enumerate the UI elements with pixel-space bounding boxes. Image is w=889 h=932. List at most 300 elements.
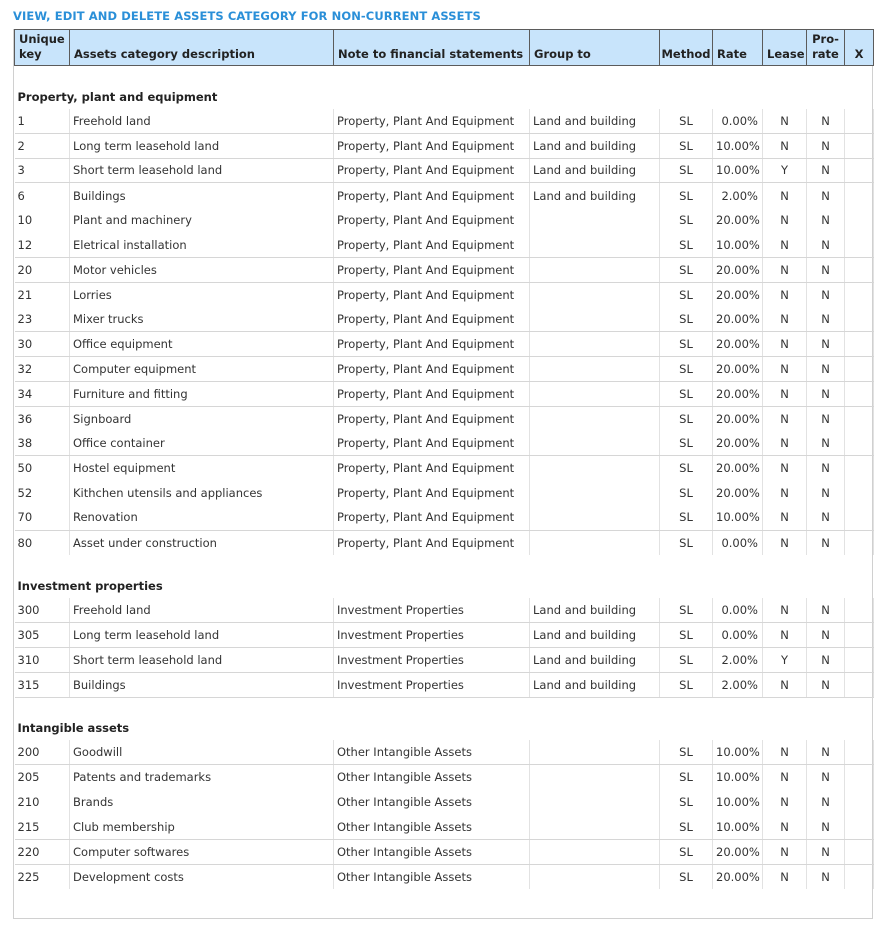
col-header-unique-key[interactable]: Unique key bbox=[15, 30, 70, 66]
cell-lease: N bbox=[763, 790, 807, 815]
delete-cell[interactable] bbox=[845, 672, 874, 697]
cell-description[interactable]: Long term leasehold land bbox=[70, 133, 334, 158]
delete-cell[interactable] bbox=[845, 530, 874, 555]
cell-note: Property, Plant And Equipment bbox=[334, 406, 530, 431]
delete-cell[interactable] bbox=[845, 109, 874, 134]
cell-prorate: N bbox=[807, 381, 845, 406]
cell-lease: N bbox=[763, 505, 807, 530]
cell-unique-key[interactable]: 310 bbox=[15, 647, 70, 672]
delete-cell[interactable] bbox=[845, 381, 874, 406]
cell-note: Property, Plant And Equipment bbox=[334, 381, 530, 406]
cell-group bbox=[530, 740, 660, 765]
table-row[interactable] bbox=[15, 672, 874, 697]
cell-method: SL bbox=[660, 456, 713, 481]
cell-unique-key[interactable]: 38 bbox=[15, 431, 70, 456]
delete-cell[interactable] bbox=[845, 765, 874, 790]
cell-lease: N bbox=[763, 208, 807, 233]
cell-note: Property, Plant And Equipment bbox=[334, 282, 530, 307]
group-spacer bbox=[15, 66, 874, 85]
cell-note: Investment Properties bbox=[334, 672, 530, 697]
cell-rate: 2.00% bbox=[713, 183, 763, 208]
cell-lease: N bbox=[763, 332, 807, 357]
cell-description[interactable]: Motor vehicles bbox=[70, 257, 334, 282]
table-row[interactable] bbox=[15, 530, 874, 555]
delete-cell[interactable] bbox=[845, 505, 874, 530]
cell-method: SL bbox=[660, 598, 713, 623]
cell-description[interactable]: Hostel equipment bbox=[70, 456, 334, 481]
cell-lease: N bbox=[763, 672, 807, 697]
cell-prorate: N bbox=[807, 505, 845, 530]
cell-note: Property, Plant And Equipment bbox=[334, 480, 530, 505]
cell-lease: Y bbox=[763, 158, 807, 183]
delete-cell[interactable] bbox=[845, 480, 874, 505]
cell-rate: 20.00% bbox=[713, 431, 763, 456]
cell-unique-key[interactable]: 210 bbox=[15, 790, 70, 815]
cell-rate: 10.00% bbox=[713, 505, 763, 530]
table-row[interactable] bbox=[15, 208, 874, 233]
delete-cell[interactable] bbox=[845, 183, 874, 208]
group-title: Intangible assets bbox=[17, 721, 130, 736]
table-row[interactable] bbox=[15, 765, 874, 790]
cell-method: SL bbox=[660, 356, 713, 381]
cell-group bbox=[530, 480, 660, 505]
cell-lease: N bbox=[763, 431, 807, 456]
cell-rate: 20.00% bbox=[713, 456, 763, 481]
cell-note: Property, Plant And Equipment bbox=[334, 505, 530, 530]
cell-lease: N bbox=[763, 740, 807, 765]
table-row[interactable] bbox=[15, 790, 874, 815]
table-row[interactable] bbox=[15, 332, 874, 357]
cell-method: SL bbox=[660, 109, 713, 134]
table-row[interactable] bbox=[15, 307, 874, 332]
cell-rate: 20.00% bbox=[713, 257, 763, 282]
cell-prorate: N bbox=[807, 598, 845, 623]
cell-note: Property, Plant And Equipment bbox=[334, 530, 530, 555]
cell-prorate: N bbox=[807, 208, 845, 233]
cell-group bbox=[530, 381, 660, 406]
cell-note: Property, Plant And Equipment bbox=[334, 232, 530, 257]
col-header-lease[interactable]: Lease bbox=[763, 30, 807, 66]
cell-rate: 10.00% bbox=[713, 790, 763, 815]
cell-description[interactable]: Plant and machinery bbox=[70, 208, 334, 233]
delete-cell[interactable] bbox=[845, 133, 874, 158]
delete-cell[interactable] bbox=[845, 406, 874, 431]
col-header-group[interactable]: Group to bbox=[530, 30, 660, 66]
cell-method: SL bbox=[660, 647, 713, 672]
cell-group bbox=[530, 431, 660, 456]
cell-description[interactable]: Freehold land bbox=[70, 109, 334, 134]
cell-group bbox=[530, 530, 660, 555]
delete-cell[interactable] bbox=[845, 623, 874, 648]
delete-cell[interactable] bbox=[845, 257, 874, 282]
cell-prorate: N bbox=[807, 282, 845, 307]
cell-prorate: N bbox=[807, 406, 845, 431]
cell-description[interactable]: Long term leasehold land bbox=[70, 623, 334, 648]
cell-prorate: N bbox=[807, 647, 845, 672]
delete-cell[interactable] bbox=[845, 598, 874, 623]
table-header-row bbox=[15, 30, 874, 66]
table-row[interactable] bbox=[15, 282, 874, 307]
table-row[interactable] bbox=[15, 431, 874, 456]
cell-note: Property, Plant And Equipment bbox=[334, 456, 530, 481]
assets-category-table-container bbox=[13, 29, 873, 919]
cell-rate: 10.00% bbox=[713, 740, 763, 765]
cell-unique-key[interactable]: 30 bbox=[15, 332, 70, 357]
cell-description[interactable]: Office container bbox=[70, 431, 334, 456]
cell-lease: N bbox=[763, 598, 807, 623]
table-row[interactable] bbox=[15, 381, 874, 406]
cell-unique-key[interactable]: 205 bbox=[15, 765, 70, 790]
cell-description[interactable]: Furniture and fitting bbox=[70, 381, 334, 406]
delete-cell[interactable] bbox=[845, 814, 874, 839]
col-header-prorate[interactable]: Pro- rate bbox=[807, 30, 845, 66]
cell-unique-key[interactable]: 20 bbox=[15, 257, 70, 282]
table-row[interactable] bbox=[15, 183, 874, 208]
cell-note: Property, Plant And Equipment bbox=[334, 133, 530, 158]
cell-prorate: N bbox=[807, 431, 845, 456]
cell-unique-key[interactable]: 52 bbox=[15, 480, 70, 505]
cell-unique-key[interactable]: 21 bbox=[15, 282, 70, 307]
table-row[interactable] bbox=[15, 232, 874, 257]
cell-group bbox=[530, 282, 660, 307]
col-header-note[interactable]: Note to financial statements bbox=[334, 30, 530, 66]
cell-lease: N bbox=[763, 456, 807, 481]
delete-cell[interactable] bbox=[845, 431, 874, 456]
cell-description[interactable]: Office equipment bbox=[70, 332, 334, 357]
cell-unique-key[interactable]: 215 bbox=[15, 814, 70, 839]
col-header-rate[interactable]: Rate bbox=[713, 30, 763, 66]
cell-prorate: N bbox=[807, 480, 845, 505]
table-row[interactable] bbox=[15, 814, 874, 839]
cell-group bbox=[530, 307, 660, 332]
delete-cell[interactable] bbox=[845, 232, 874, 257]
cell-lease: N bbox=[763, 530, 807, 555]
cell-method: SL bbox=[660, 257, 713, 282]
cell-description[interactable]: Short term leasehold land bbox=[70, 647, 334, 672]
cell-rate: 20.00% bbox=[713, 864, 763, 889]
cell-rate: 2.00% bbox=[713, 672, 763, 697]
cell-prorate: N bbox=[807, 530, 845, 555]
cell-group: Land and building bbox=[530, 672, 660, 697]
delete-cell[interactable] bbox=[845, 839, 874, 864]
cell-lease: N bbox=[763, 257, 807, 282]
cell-description[interactable]: Patents and trademarks bbox=[70, 765, 334, 790]
cell-unique-key[interactable]: 305 bbox=[15, 623, 70, 648]
group-spacer bbox=[15, 555, 874, 574]
cell-unique-key[interactable]: 300 bbox=[15, 598, 70, 623]
cell-rate: 0.00% bbox=[713, 109, 763, 134]
delete-cell[interactable] bbox=[845, 647, 874, 672]
cell-rate: 20.00% bbox=[713, 332, 763, 357]
cell-group bbox=[530, 814, 660, 839]
cell-prorate: N bbox=[807, 864, 845, 889]
cell-unique-key[interactable]: 12 bbox=[15, 232, 70, 257]
cell-note: Other Intangible Assets bbox=[334, 765, 530, 790]
cell-group: Land and building bbox=[530, 158, 660, 183]
cell-lease: N bbox=[763, 133, 807, 158]
cell-unique-key[interactable]: 23 bbox=[15, 307, 70, 332]
cell-rate: 10.00% bbox=[713, 133, 763, 158]
cell-lease: N bbox=[763, 623, 807, 648]
delete-cell[interactable] bbox=[845, 790, 874, 815]
cell-group bbox=[530, 232, 660, 257]
col-header-description[interactable]: Assets category description bbox=[70, 30, 334, 66]
cell-note: Other Intangible Assets bbox=[334, 814, 530, 839]
cell-rate: 20.00% bbox=[713, 307, 763, 332]
cell-method: SL bbox=[660, 672, 713, 697]
cell-note: Property, Plant And Equipment bbox=[334, 183, 530, 208]
cell-description[interactable]: Asset under construction bbox=[70, 530, 334, 555]
cell-note: Other Intangible Assets bbox=[334, 864, 530, 889]
table-row[interactable] bbox=[15, 864, 874, 889]
cell-lease: N bbox=[763, 109, 807, 134]
cell-method: SL bbox=[660, 814, 713, 839]
cell-rate: 20.00% bbox=[713, 406, 763, 431]
cell-method: SL bbox=[660, 623, 713, 648]
cell-description[interactable]: Goodwill bbox=[70, 740, 334, 765]
cell-unique-key[interactable]: 1 bbox=[15, 109, 70, 134]
cell-method: SL bbox=[660, 790, 713, 815]
cell-unique-key[interactable]: 34 bbox=[15, 381, 70, 406]
cell-description[interactable]: Computer equipment bbox=[70, 356, 334, 381]
cell-description[interactable]: Buildings bbox=[70, 183, 334, 208]
assets-category-table bbox=[14, 29, 874, 889]
cell-description[interactable]: Kithchen utensils and appliances bbox=[70, 480, 334, 505]
cell-description[interactable]: Lorries bbox=[70, 282, 334, 307]
cell-prorate: N bbox=[807, 109, 845, 134]
cell-method: SL bbox=[660, 282, 713, 307]
page-title: VIEW, EDIT AND DELETE ASSETS CATEGORY FOR NON-CURRENT ASSETS bbox=[13, 9, 481, 23]
group-spacer bbox=[15, 697, 874, 716]
cell-unique-key[interactable]: 36 bbox=[15, 406, 70, 431]
delete-cell[interactable] bbox=[845, 456, 874, 481]
cell-lease: Y bbox=[763, 647, 807, 672]
cell-method: SL bbox=[660, 765, 713, 790]
cell-group bbox=[530, 839, 660, 864]
cell-group: Land and building bbox=[530, 623, 660, 648]
table-row[interactable] bbox=[15, 480, 874, 505]
cell-prorate: N bbox=[807, 740, 845, 765]
cell-group bbox=[530, 505, 660, 530]
delete-cell[interactable] bbox=[845, 282, 874, 307]
table-row[interactable] bbox=[15, 456, 874, 481]
cell-lease: N bbox=[763, 839, 807, 864]
cell-unique-key[interactable]: 10 bbox=[15, 208, 70, 233]
cell-method: SL bbox=[660, 864, 713, 889]
table-row[interactable] bbox=[15, 647, 874, 672]
cell-note: Other Intangible Assets bbox=[334, 740, 530, 765]
table-row[interactable] bbox=[15, 257, 874, 282]
cell-unique-key[interactable]: 70 bbox=[15, 505, 70, 530]
cell-note: Investment Properties bbox=[334, 598, 530, 623]
cell-method: SL bbox=[660, 381, 713, 406]
delete-cell[interactable] bbox=[845, 332, 874, 357]
cell-lease: N bbox=[763, 480, 807, 505]
group-header-row bbox=[15, 574, 874, 598]
table-body bbox=[15, 66, 874, 889]
cell-rate: 20.00% bbox=[713, 208, 763, 233]
cell-prorate: N bbox=[807, 332, 845, 357]
cell-unique-key[interactable]: 50 bbox=[15, 456, 70, 481]
delete-cell[interactable] bbox=[845, 740, 874, 765]
cell-note: Property, Plant And Equipment bbox=[334, 208, 530, 233]
delete-cell[interactable] bbox=[845, 307, 874, 332]
cell-group bbox=[530, 208, 660, 233]
cell-method: SL bbox=[660, 332, 713, 357]
cell-description[interactable]: Computer softwares bbox=[70, 839, 334, 864]
cell-note: Property, Plant And Equipment bbox=[334, 109, 530, 134]
cell-description[interactable]: Brands bbox=[70, 790, 334, 815]
cell-prorate: N bbox=[807, 257, 845, 282]
cell-prorate: N bbox=[807, 158, 845, 183]
cell-group: Land and building bbox=[530, 647, 660, 672]
group-title: Property, plant and equipment bbox=[17, 89, 218, 104]
cell-group: Land and building bbox=[530, 133, 660, 158]
cell-group: Land and building bbox=[530, 598, 660, 623]
table-row[interactable] bbox=[15, 623, 874, 648]
cell-description[interactable]: Freehold land bbox=[70, 598, 334, 623]
table-row[interactable] bbox=[15, 133, 874, 158]
cell-note: Property, Plant And Equipment bbox=[334, 257, 530, 282]
group-title: Investment properties bbox=[17, 578, 163, 593]
cell-lease: N bbox=[763, 232, 807, 257]
cell-method: SL bbox=[660, 406, 713, 431]
cell-rate: 10.00% bbox=[713, 158, 763, 183]
cell-prorate: N bbox=[807, 765, 845, 790]
cell-method: SL bbox=[660, 133, 713, 158]
cell-unique-key[interactable]: 80 bbox=[15, 530, 70, 555]
cell-unique-key[interactable]: 32 bbox=[15, 356, 70, 381]
cell-prorate: N bbox=[807, 232, 845, 257]
cell-lease: N bbox=[763, 356, 807, 381]
cell-rate: 2.00% bbox=[713, 647, 763, 672]
table-row[interactable] bbox=[15, 109, 874, 134]
cell-method: SL bbox=[660, 839, 713, 864]
cell-note: Other Intangible Assets bbox=[334, 839, 530, 864]
cell-method: SL bbox=[660, 740, 713, 765]
cell-method: SL bbox=[660, 307, 713, 332]
table-row[interactable] bbox=[15, 839, 874, 864]
cell-method: SL bbox=[660, 480, 713, 505]
cell-prorate: N bbox=[807, 790, 845, 815]
cell-rate: 20.00% bbox=[713, 839, 763, 864]
cell-lease: N bbox=[763, 864, 807, 889]
delete-cell[interactable] bbox=[845, 356, 874, 381]
cell-note: Investment Properties bbox=[334, 623, 530, 648]
cell-description[interactable]: Development costs bbox=[70, 864, 334, 889]
cell-method: SL bbox=[660, 530, 713, 555]
cell-prorate: N bbox=[807, 356, 845, 381]
cell-group bbox=[530, 406, 660, 431]
table-row[interactable] bbox=[15, 356, 874, 381]
cell-prorate: N bbox=[807, 814, 845, 839]
cell-group bbox=[530, 765, 660, 790]
cell-description[interactable]: Eletrical installation bbox=[70, 232, 334, 257]
cell-lease: N bbox=[763, 814, 807, 839]
cell-unique-key[interactable]: 6 bbox=[15, 183, 70, 208]
cell-rate: 20.00% bbox=[713, 480, 763, 505]
cell-unique-key[interactable]: 2 bbox=[15, 133, 70, 158]
cell-unique-key[interactable]: 220 bbox=[15, 839, 70, 864]
cell-group bbox=[530, 332, 660, 357]
cell-group bbox=[530, 790, 660, 815]
cell-rate: 10.00% bbox=[713, 765, 763, 790]
col-header-method[interactable]: Method bbox=[660, 30, 713, 66]
delete-cell[interactable] bbox=[845, 864, 874, 889]
cell-method: SL bbox=[660, 158, 713, 183]
table-row[interactable] bbox=[15, 740, 874, 765]
cell-method: SL bbox=[660, 505, 713, 530]
cell-lease: N bbox=[763, 765, 807, 790]
cell-description[interactable]: Renovation bbox=[70, 505, 334, 530]
cell-prorate: N bbox=[807, 307, 845, 332]
cell-description[interactable]: Signboard bbox=[70, 406, 334, 431]
group-header-row bbox=[15, 85, 874, 109]
cell-group bbox=[530, 864, 660, 889]
cell-method: SL bbox=[660, 208, 713, 233]
cell-description[interactable]: Short term leasehold land bbox=[70, 158, 334, 183]
delete-cell[interactable] bbox=[845, 158, 874, 183]
cell-unique-key[interactable]: 3 bbox=[15, 158, 70, 183]
cell-prorate: N bbox=[807, 183, 845, 208]
cell-rate: 20.00% bbox=[713, 356, 763, 381]
cell-description[interactable]: Buildings bbox=[70, 672, 334, 697]
table-row[interactable] bbox=[15, 598, 874, 623]
cell-rate: 20.00% bbox=[713, 381, 763, 406]
cell-group: Land and building bbox=[530, 183, 660, 208]
cell-method: SL bbox=[660, 431, 713, 456]
cell-group bbox=[530, 257, 660, 282]
cell-lease: N bbox=[763, 406, 807, 431]
cell-description[interactable]: Mixer trucks bbox=[70, 307, 334, 332]
group-header-row bbox=[15, 716, 874, 740]
cell-unique-key[interactable]: 200 bbox=[15, 740, 70, 765]
table-row[interactable] bbox=[15, 158, 874, 183]
table-row[interactable] bbox=[15, 505, 874, 530]
cell-prorate: N bbox=[807, 672, 845, 697]
cell-group: Land and building bbox=[530, 109, 660, 134]
cell-unique-key[interactable]: 225 bbox=[15, 864, 70, 889]
table-row[interactable] bbox=[15, 406, 874, 431]
cell-note: Property, Plant And Equipment bbox=[334, 158, 530, 183]
cell-method: SL bbox=[660, 232, 713, 257]
cell-note: Investment Properties bbox=[334, 647, 530, 672]
cell-rate: 10.00% bbox=[713, 814, 763, 839]
cell-lease: N bbox=[763, 183, 807, 208]
cell-note: Property, Plant And Equipment bbox=[334, 332, 530, 357]
cell-rate: 0.00% bbox=[713, 598, 763, 623]
cell-rate: 0.00% bbox=[713, 623, 763, 648]
cell-group bbox=[530, 456, 660, 481]
cell-rate: 20.00% bbox=[713, 282, 763, 307]
cell-prorate: N bbox=[807, 456, 845, 481]
cell-note: Other Intangible Assets bbox=[334, 790, 530, 815]
cell-description[interactable]: Club membership bbox=[70, 814, 334, 839]
cell-note: Property, Plant And Equipment bbox=[334, 356, 530, 381]
cell-lease: N bbox=[763, 282, 807, 307]
cell-lease: N bbox=[763, 307, 807, 332]
cell-group bbox=[530, 356, 660, 381]
cell-unique-key[interactable]: 315 bbox=[15, 672, 70, 697]
cell-note: Property, Plant And Equipment bbox=[334, 431, 530, 456]
delete-cell[interactable] bbox=[845, 208, 874, 233]
cell-prorate: N bbox=[807, 133, 845, 158]
cell-prorate: N bbox=[807, 839, 845, 864]
cell-rate: 10.00% bbox=[713, 232, 763, 257]
cell-rate: 0.00% bbox=[713, 530, 763, 555]
cell-note: Property, Plant And Equipment bbox=[334, 307, 530, 332]
cell-prorate: N bbox=[807, 623, 845, 648]
